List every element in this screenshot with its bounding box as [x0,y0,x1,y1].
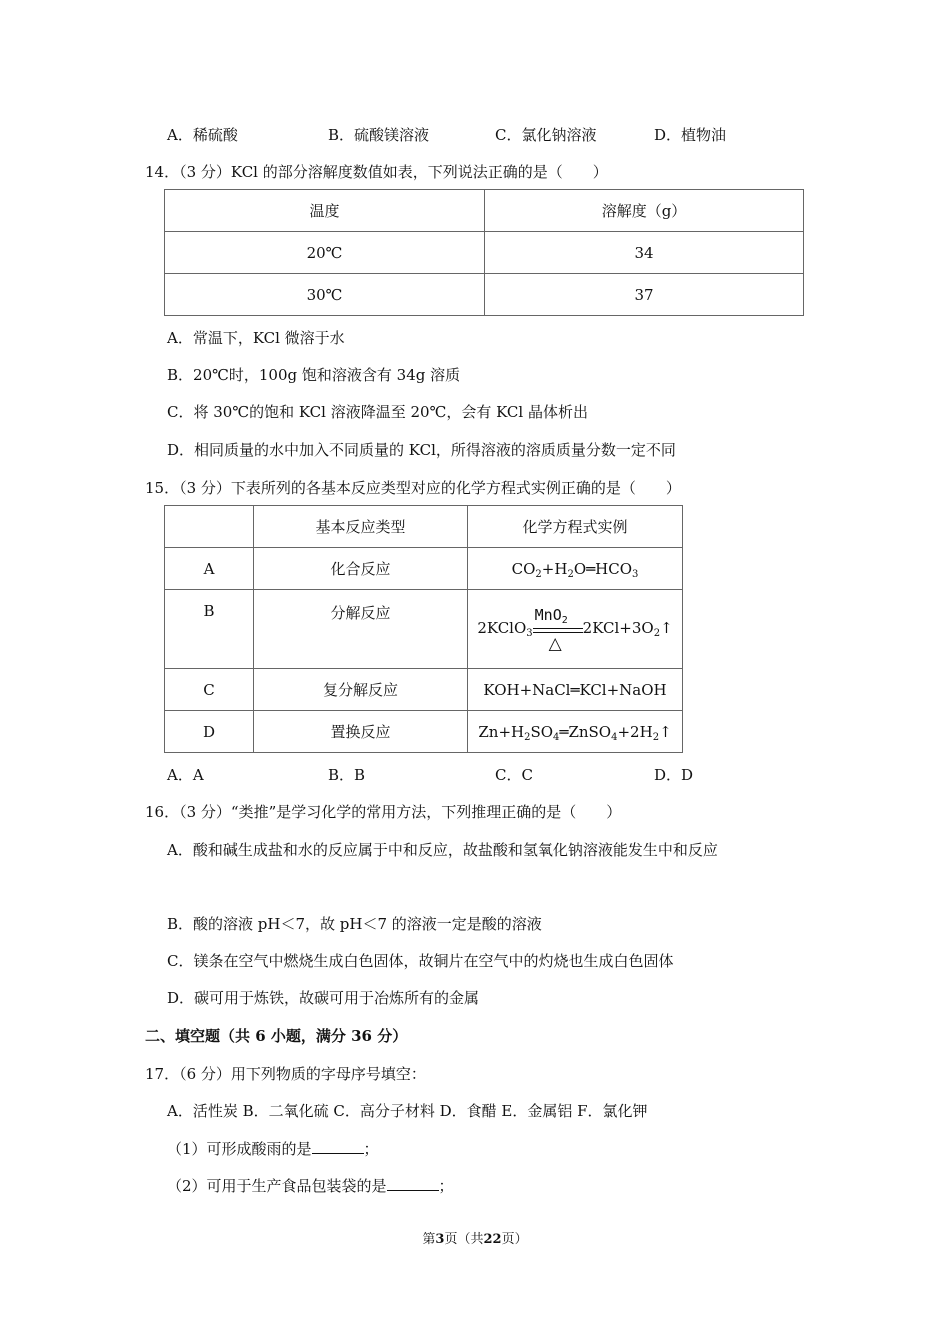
q14-cell-solubility: 37 [485,274,804,316]
q15-row-type: 化合反应 [254,548,468,590]
q15-option-d: D．D [654,766,694,784]
q15-option-c: C．C [495,766,533,784]
q15-reaction-table [164,505,683,753]
q16-option-c: C．镁条在空气中燃烧生成白色固体，故铜片在空气中的灼烧也生成白色固体 [167,952,674,970]
q14-option-a: A．常温下，KCl 微溶于水 [167,329,345,347]
q14-option-d: D．相同质量的水中加入不同质量的 KCl，所得溶液的溶质质量分数一定不同 [167,441,676,459]
section-heading: 二、填空题（共 6 小题，满分 36 分） [145,1027,408,1045]
q15-header-type: 基本反应类型 [254,506,468,548]
q15-row-type: 复分解反应 [254,669,468,711]
q14-header-solubility: 溶解度（g） [485,190,804,232]
q14-cell-temp: 30℃ [165,274,485,316]
q15-row-type: 分解反应 [254,590,468,669]
q15-equation-c: KOH+NaCl═KCl+NaOH [468,669,683,711]
q15-header-blank [165,506,254,548]
q14-cell-temp: 20℃ [165,232,485,274]
q15-row-label: D [165,711,254,753]
q13-option-b: B．硫酸镁溶液 [328,126,430,144]
q15-equation-a: $CO_2+H_2O═HCO_3$ [468,548,683,590]
q14-header-temp: 温度 [165,190,485,232]
q14-solubility-table [164,189,804,316]
q15-equation-d: $Zn+H_2SO_4═ZnSO_4+2H_2↑$ [468,711,683,753]
answer-blank[interactable] [387,1176,439,1191]
q15-header-equation: 化学方程式实例 [468,506,683,548]
q15-row-label: B [165,590,254,669]
q15-row-label: C [165,669,254,711]
q15-stem: 15．（3 分）下表所列的各基本反应类型对应的化学方程式实例正确的是（ ） [145,479,681,497]
q15-row-label: A [165,548,254,590]
q14-option-c: C．将 30℃的饱和 KCl 溶液降温至 20℃，会有 KCl 晶体析出 [167,403,588,421]
q13-option-d: D．植物油 [654,126,727,144]
q16-option-b: B．酸的溶液 pH＜7，故 pH＜7 的溶液一定是酸的溶液 [167,915,542,933]
q17-choices: A．活性炭 B．二氧化硫 C．高分子材料 D．食醋 E．金属铝 F．氯化钾 [167,1102,648,1120]
q14-option-b: B．20℃时，100g 饱和溶液含有 34g 溶质 [167,366,461,384]
q14-cell-solubility: 34 [485,232,804,274]
page-footer: 第3页（共22页） [422,1232,528,1247]
q14-stem: 14．（3 分）KCl 的部分溶解度数值如表，下列说法正确的是（ ） [145,163,608,181]
q17-stem: 17．（6 分）用下列物质的字母序号填空： [145,1065,426,1083]
q17-sub1: （1）可形成酸雨的是 ； [167,1140,379,1158]
q15-option-b: B．B [328,766,366,784]
q16-option-d: D．碳可用于炼铁，故碳可用于冶炼所有的金属 [167,989,480,1007]
q15-equation-b: 2KClO$_3$ MnO$_2$ △ $2KCl+3O_2↑$ [468,590,683,669]
catalyst-condition: MnO$_2$ △ [533,606,583,652]
q16-option-a: A．酸和碱生成盐和水的反应属于中和反应，故盐酸和氢氧化钠溶液能发生中和反应 [167,841,718,859]
q15-row-type: 置换反应 [254,711,468,753]
q16-stem: 16．（3 分）“类推”是学习化学的常用方法，下列推理正确的是（ ） [145,803,622,821]
q15-option-a: A．A [167,766,204,784]
answer-blank[interactable] [312,1139,364,1154]
q13-option-c: C．氯化钠溶液 [495,126,597,144]
q13-option-a: A．稀硫酸 [167,126,238,144]
q17-sub2: （2）可用于生产食品包装袋的是 ； [167,1177,454,1195]
